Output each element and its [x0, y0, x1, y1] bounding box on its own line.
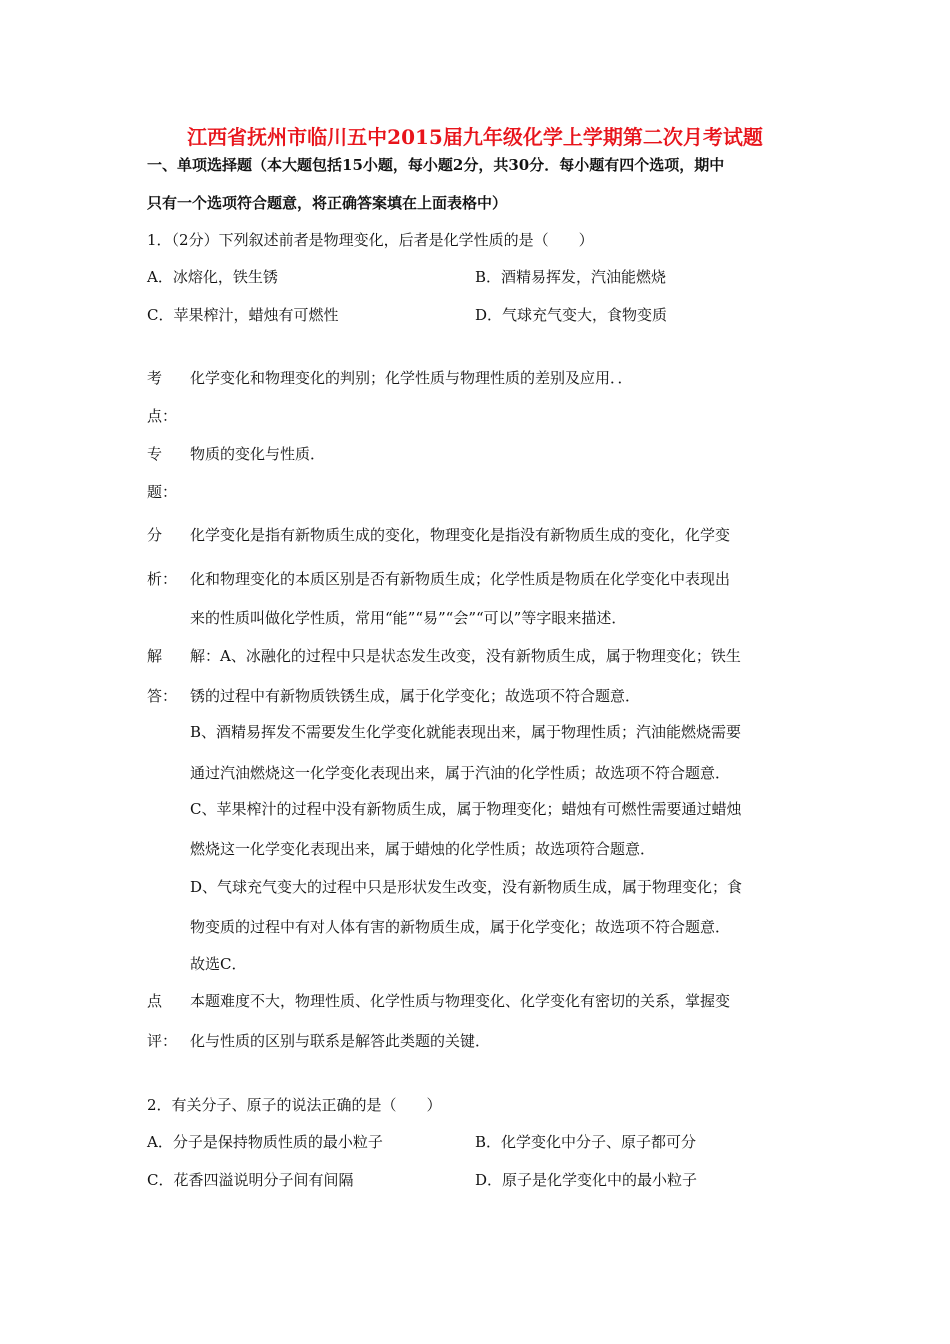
dianping-line-1: 本题难度不大，物理性质、化学性质与物理变化、化学变化有密切的关系，掌握变: [190, 992, 731, 1010]
jieda-line-3: B、酒精易挥发不需要发生化学变化就能表现出来，属于物理性质；汽油能燃烧需要: [190, 723, 742, 741]
question-1-option-b: B．酒精易挥发，汽油能燃烧: [475, 268, 667, 286]
fenxi-label-2: 析：: [147, 570, 178, 588]
fenxi-line-3: 来的性质叫做化学性质，常用“能”“易”“会”“可以”等字眼来描述．: [190, 609, 627, 627]
question-2-option-d: D．原子是化学变化中的最小粒子: [475, 1171, 698, 1189]
fenxi-line-2: 化和物理变化的本质区别是否有新物质生成；化学性质是物质在化学变化中表现出: [190, 570, 731, 588]
jieda-line-1: 解：A、冰融化的过程中只是状态发生改变，没有新物质生成，属于物理变化；铁生: [190, 647, 741, 665]
jieda-label-2: 答：: [147, 687, 178, 705]
question-2-option-c: C．花香四溢说明分子间有间隔: [147, 1171, 354, 1189]
jieda-line-9: 故选C．: [190, 955, 247, 973]
jieda-line-5: C、苹果榨汁的过程中没有新物质生成，属于物理变化；蜡烛有可燃性需要通过蜡烛: [190, 800, 742, 818]
kaodian-label-1: 考: [147, 369, 163, 387]
question-1-option-a: A．冰熔化，铁生锈: [147, 268, 278, 286]
document-title: 江西省抚州市临川五中2015届九年级化学上学期第二次月考试题: [187, 125, 763, 149]
question-2-stem: 2．有关分子、原子的说法正确的是（ ）: [147, 1096, 442, 1114]
jieda-line-2: 锈的过程中有新物质铁锈生成，属于化学变化；故选项不符合题意．: [190, 687, 641, 705]
jieda-line-6: 燃烧这一化学变化表现出来，属于蜡烛的化学性质；故选项符合题意．: [190, 840, 656, 858]
kaodian-label-2: 点：: [147, 407, 178, 425]
zhuanti-text: 物质的变化与性质．: [190, 445, 326, 463]
question-1-option-d: D．气球充气变大，食物变质: [475, 306, 668, 324]
zhuanti-label-2: 题：: [147, 483, 178, 501]
jieda-line-8: 物变质的过程中有对人体有害的新物质生成，属于化学变化；故选项不符合题意．: [190, 918, 731, 936]
fenxi-label-1: 分: [147, 526, 163, 544]
question-1-stem: 1．（2分）下列叙述前者是物理变化，后者是化学性质的是（ ）: [147, 231, 594, 249]
question-2-option-b: B．化学变化中分子、原子都可分: [475, 1133, 697, 1151]
jieda-label-1: 解: [147, 647, 163, 665]
jieda-line-7: D、气球充气变大的过程中只是形状发生改变，没有新物质生成，属于物理变化；食: [190, 878, 743, 896]
question-2-option-a: A．分子是保持物质性质的最小粒子: [147, 1133, 383, 1151]
fenxi-line-1: 化学变化是指有新物质生成的变化，物理变化是指没有新物质生成的变化，化学变: [190, 526, 731, 544]
dianping-label-1: 点: [147, 992, 163, 1010]
jieda-line-4: 通过汽油燃烧这一化学变化表现出来，属于汽油的化学性质；故选项不符合题意．: [190, 764, 731, 782]
kaodian-text: 化学变化和物理变化的判别；化学性质与物理性质的差别及应用．．: [190, 369, 633, 387]
question-1-option-c: C．苹果榨汁，蜡烛有可燃性: [147, 306, 339, 324]
zhuanti-label-1: 专: [147, 445, 163, 463]
dianping-line-2: 化与性质的区别与联系是解答此类题的关键．: [190, 1032, 491, 1050]
section-heading-line1: 一、单项选择题（本大题包括15小题，每小题2分，共30分．每小题有四个选项，期中: [147, 156, 725, 174]
section-heading-line2: 只有一个选项符合题意，将正确答案填在上面表格中）: [147, 194, 508, 212]
dianping-label-2: 评：: [147, 1032, 178, 1050]
